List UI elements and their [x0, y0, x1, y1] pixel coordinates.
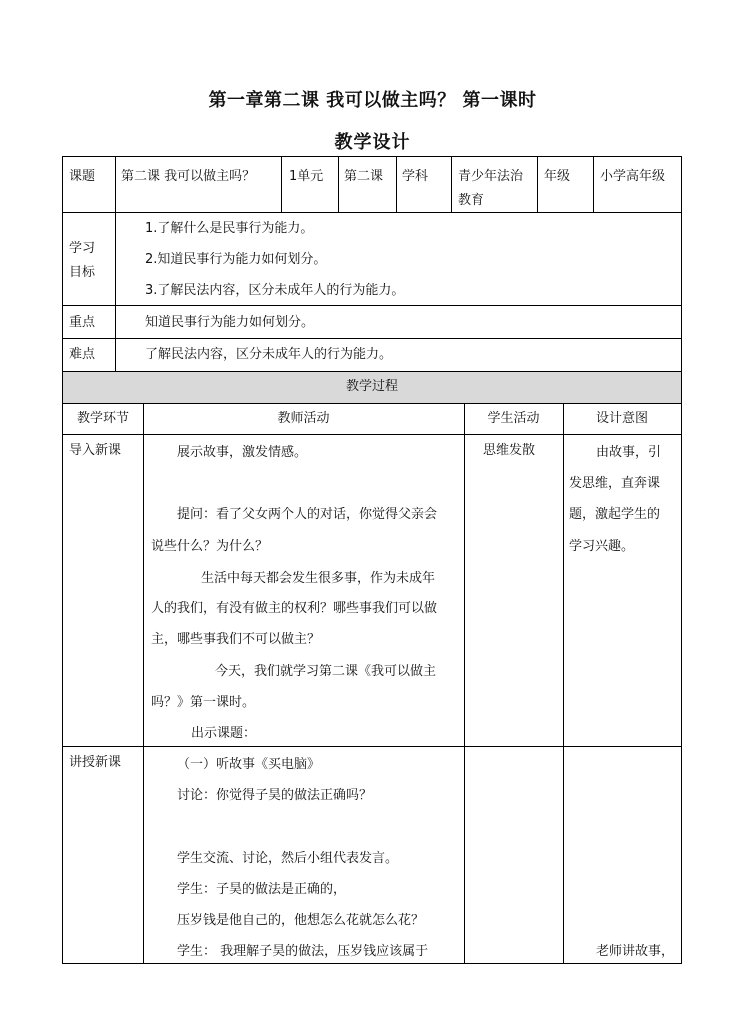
row-divider [63, 403, 681, 404]
lesson-plan-table [62, 156, 682, 964]
student-activity: 思维发散 [483, 443, 536, 458]
goal-item: 2.知道民事行为能力如何划分。 [145, 252, 327, 267]
teacher-line: 说些什么？为什么？ [151, 539, 269, 554]
lesson-label: 课题 [69, 169, 96, 184]
row-divider [63, 338, 681, 339]
column-header-student: 学生活动 [487, 411, 540, 426]
row-divider [63, 371, 681, 372]
teacher-line: （一）听故事《买电脑》 [177, 757, 321, 772]
row-divider [63, 305, 681, 306]
goals-label-line-2: 目标 [69, 265, 96, 280]
unit-lesson-value: 第二课 [344, 169, 384, 184]
intent-line: 老师讲故事， [596, 944, 675, 959]
col-divider [464, 403, 465, 964]
teacher-line: 出示课题： [191, 726, 257, 741]
col-divider [281, 157, 282, 212]
intent-line: 由故事，引 [596, 445, 662, 460]
col-divider [396, 157, 397, 212]
teacher-line: 学生交流、讨论，然后小组代表发言。 [177, 851, 399, 866]
teacher-line: 讨论：你觉得子昊的做法正确吗？ [177, 788, 373, 803]
intent-line: 题，激起学生的 [569, 507, 661, 522]
teacher-line: 今天，我们就学习第二课《我可以做主 [215, 664, 437, 679]
stage-lecture: 讲授新课 [69, 755, 122, 770]
unit-value: 1单元 [289, 169, 324, 184]
key-label: 重点 [69, 315, 96, 330]
col-divider [563, 403, 564, 964]
teacher-line: 展示故事，激发情感。 [177, 445, 308, 460]
difficulty-label: 难点 [69, 347, 96, 362]
teacher-line: 压岁钱是他自己的，他想怎么花就怎么花？ [177, 913, 425, 928]
stage-intro: 导入新课 [69, 443, 122, 458]
goal-item: 1.了解什么是民事行为能力。 [145, 221, 314, 236]
goal-item: 3.了解民法内容，区分未成年人的行为能力。 [145, 283, 405, 298]
grade-value: 小学高年级 [600, 169, 666, 184]
row-divider [63, 746, 681, 747]
document-title: 第一章第二课 我可以做主吗？ 第一课时 [208, 90, 537, 111]
col-divider [593, 157, 594, 212]
key-value: 知道民事行为能力如何划分。 [145, 315, 315, 330]
intent-line: 学习兴趣。 [569, 539, 635, 554]
row-divider [63, 434, 681, 435]
lesson-value: 第二课 我可以做主吗？ [121, 169, 256, 184]
difficulty-value: 了解民法内容，区分未成年人的行为能力。 [145, 347, 393, 362]
teacher-line: 人的我们，有没有做主的权利？哪些事我们可以做 [151, 601, 438, 616]
teacher-line: 主，哪些事我们不可以做主？ [151, 632, 321, 647]
col-divider [338, 157, 339, 212]
col-divider [143, 403, 144, 964]
column-header-stage: 教学环节 [76, 411, 129, 426]
column-header-teacher: 教师活动 [277, 411, 330, 426]
grade-label: 年级 [544, 169, 571, 184]
col-divider [115, 157, 116, 371]
intent-line: 发思维，直奔课 [569, 476, 661, 491]
teacher-line: 学生：子昊的做法是正确的， [177, 882, 347, 897]
goals-label-line-1: 学习 [69, 241, 96, 256]
row-divider [63, 212, 681, 213]
teacher-line: 吗？》第一课时。 [151, 695, 256, 710]
teacher-line: 提问：看了父女两个人的对话，你觉得父亲会 [177, 507, 438, 522]
teacher-line: 学生： 我理解子昊的做法，压岁钱应该属于 [177, 944, 429, 959]
col-divider [451, 157, 452, 212]
process-header: 教学过程 [345, 379, 398, 394]
teacher-line: 生活中每天都会发生很多事，作为未成年 [201, 571, 436, 586]
document-subtitle: 教学设计 [334, 132, 411, 153]
subject-value-line-1: 青少年法治 [458, 169, 524, 184]
subject-value-line-2: 教育 [458, 193, 485, 208]
column-header-intent: 设计意图 [595, 411, 648, 426]
subject-label: 学科 [402, 169, 429, 184]
col-divider [537, 157, 538, 212]
